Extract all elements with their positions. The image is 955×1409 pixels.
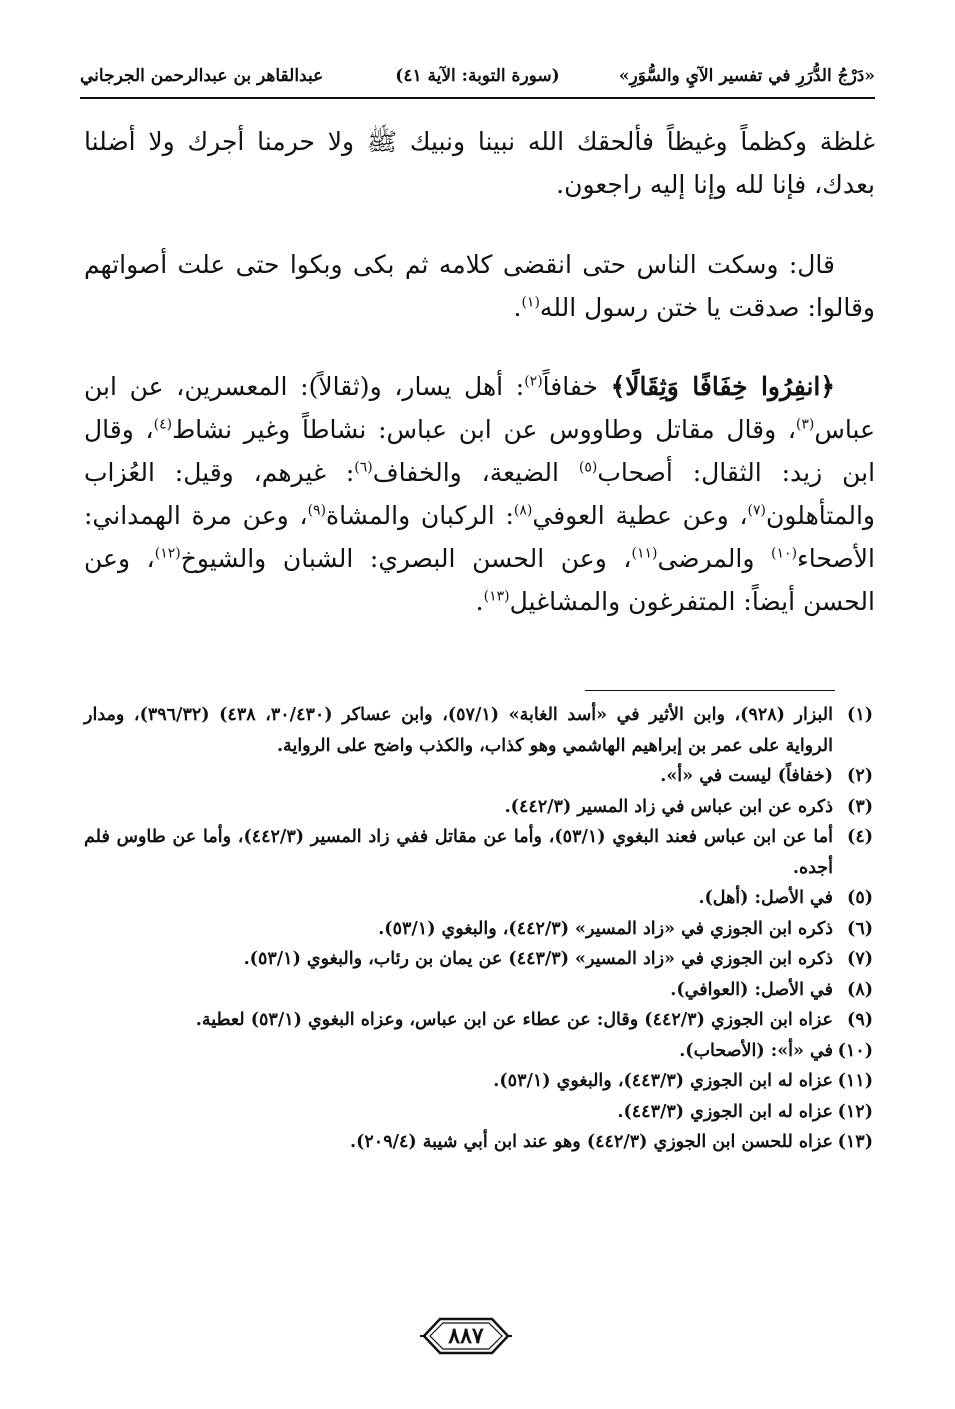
paragraph-2-text: قال: وسكت الناس حتى انقضى كلامه ثم بكى وبكوا حتى علت أصواتهم وقالوا: صدقت يا ختن رسول الله xyxy=(84,250,875,322)
footnote-ref-5: (٥) xyxy=(578,459,598,476)
paragraph-3 xyxy=(84,365,875,623)
header-book-title: «دَرْجُ الدُّرَرِ في تفسير الآيِ والسُّوَرِ» xyxy=(618,66,875,86)
footnote-text: عزاه له ابن الجوزي (٤٤٣/٣)، والبغوي (٥٣/١). xyxy=(493,1071,833,1091)
running-header xyxy=(80,60,875,96)
header-rule xyxy=(80,97,875,99)
footnote-text: في الأصل: (أهل). xyxy=(698,888,833,908)
footnote-7 xyxy=(84,944,873,975)
footnote-number: (٤) xyxy=(847,827,873,847)
p3-text: : أهل يسار، و(ثقالاً): المعسرين، عن ابن عباس xyxy=(84,372,875,444)
footnote-number: (١٠) xyxy=(837,1040,873,1061)
p3-text: خفافاً xyxy=(542,372,611,401)
header-surah-location: (سورة التوبة: الآية ٤١) xyxy=(395,66,560,86)
p3-text: ، وعن الحسن أيضاً: المتفرغون والمشاغيل xyxy=(84,544,875,616)
footnote-13 xyxy=(84,1127,873,1158)
page-number-ornament xyxy=(420,1316,512,1356)
footnote-number: (١) xyxy=(847,705,873,725)
p3-text: . xyxy=(475,587,484,616)
header-author: عبدالقاهر بن عبدالرحمن الجرجاني xyxy=(80,66,324,86)
footnote-text: عزاه للحسن ابن الجوزي (٤٤٢/٣) وهو عند ابن أبي شيبة (٢٠٩/٤). xyxy=(350,1132,833,1152)
footnote-1 xyxy=(84,700,873,761)
paragraph-2: قال: وسكت الناس حتى انقضى كلامه ثم بكى وبكوا حتى علت أصواتهم وقالوا: صدقت يا ختن رسول الله$^{(١)}$. xyxy=(84,250,875,322)
footnote-12 xyxy=(84,1097,873,1128)
footnote-11 xyxy=(84,1066,873,1097)
p3-text: ، وعن مرة الهمداني: الأصحاء xyxy=(84,501,875,573)
footnote-ref-8: (٨) xyxy=(513,502,533,519)
footnote-5 xyxy=(84,883,873,914)
footnote-ref-9: (٩) xyxy=(307,502,327,519)
page-number: ٨٨٧ xyxy=(448,1323,484,1349)
p3-text: ، وقال ابن زيد: الثقال: أصحاب xyxy=(84,415,876,487)
footnote-number: (٧) xyxy=(847,949,873,969)
footnote-ref-4: (٤) xyxy=(153,416,173,433)
footnote-10 xyxy=(84,1036,873,1067)
footnote-2 xyxy=(84,761,873,792)
footnote-4 xyxy=(84,822,873,883)
footnote-text: البزار (٩٢٨)، وابن الأثير في «أسد الغابة» (٥٧/١)، وابن عساكر (٣٠/٤٣٠، ٤٣٨) (٣٩٦/٣٢)، ومدار الرواية على عمر بن إبراهيم الهاشمي وهو كذاب، والكذب واضح على الرواية. xyxy=(84,705,833,756)
p3-text: والمرضى xyxy=(657,544,772,573)
footnote-text: (خفافاً) ليست في «أ». xyxy=(660,766,833,786)
footnote-8 xyxy=(84,975,873,1006)
p3-text: ، وعن عطية العوفي xyxy=(532,501,748,530)
footnote-text: ذكره ابن الجوزي في «زاد المسير» (٤٤٢/٣)، والبغوي (٥٣/١). xyxy=(378,918,833,939)
footnote-text: في «أ»: (الأصحاب). xyxy=(679,1040,833,1061)
footnote-ref-1: (١) xyxy=(521,294,540,311)
footnote-text: عزاه له ابن الجوزي (٤٤٣/٣). xyxy=(617,1101,833,1122)
p3-text: الضيعة، والخفاف xyxy=(372,458,579,487)
footnotes xyxy=(84,700,873,1158)
footnote-ref-10: (١٠) xyxy=(771,545,798,562)
footnote-number: (١٣) xyxy=(837,1132,873,1152)
footnote-number: (٢) xyxy=(847,766,873,786)
footnote-ref-13: (١٣) xyxy=(483,588,510,605)
footnote-number: (٥) xyxy=(847,888,873,908)
footnote-ref-11: (١١) xyxy=(631,545,658,562)
p3-text: : الركبان والمشاة xyxy=(326,501,514,530)
footnote-text: ذكره عن ابن عباس في زاد المسير (٤٤٢/٣). xyxy=(504,796,833,817)
footnote-text: في الأصل: (العوافي). xyxy=(670,979,833,1000)
p3-text: ، وعن الحسن البصري: الشبان والشيوخ xyxy=(180,544,632,573)
footnote-text: ذكره ابن الجوزي في «زاد المسير» (٤٤٣/٣) عن يمان بن رئاب، والبغوي (٥٣/١). xyxy=(243,949,833,969)
footnote-number: (١٢) xyxy=(837,1101,873,1122)
footnote-9 xyxy=(84,1005,873,1036)
footnote-text: أما عن ابن عباس فعند البغوي (٥٣/١)، وأما عن مقاتل ففي زاد المسير (٤٤٢/٣)، وأما عن طاوس فلم أجده. xyxy=(84,827,833,878)
p3-text: ، وقال مقاتل وطاووس عن ابن عباس: نشاطاً وغير نشاط xyxy=(172,415,796,444)
footnote-number: (٩) xyxy=(847,1010,873,1030)
footnote-number: (١١) xyxy=(837,1071,873,1091)
paragraph-1: غلظة وكظماً وغيظاً فألحقك الله نبينا ونبيك ﷺ ولا حرمنا أجرك ولا أضلنا بعدك، فإنا لله وإنا إليه راجعون. xyxy=(84,127,875,199)
footnote-number: (٨) xyxy=(847,979,873,1000)
footnote-number: (٣) xyxy=(847,796,873,817)
footnote-ref-2: (٢) xyxy=(524,373,543,390)
quran-verse: ﴿انفِرُوا خِفَافًا وَثِقَالًا﴾ xyxy=(610,372,835,401)
footnote-3 xyxy=(84,792,873,823)
footnote-number: (٦) xyxy=(847,918,873,939)
p3-text: : غيرهم، وقيل: العُزاب والمتأهلون xyxy=(84,458,875,530)
footnote-ref-3: (٣) xyxy=(795,416,815,433)
footnote-text: عزاه ابن الجوزي (٤٤٢/٣) وقال: عن عطاء عن ابن عباس، وعزاه البغوي (٥٣/١) لعطية. xyxy=(195,1010,833,1030)
footnote-ref-12: (١٢) xyxy=(154,545,181,562)
footnote-6 xyxy=(84,914,873,945)
footnote-separator xyxy=(585,690,835,691)
footnote-ref-6: (٦) xyxy=(354,459,373,476)
footnote-ref-7: (٧) xyxy=(747,502,767,519)
